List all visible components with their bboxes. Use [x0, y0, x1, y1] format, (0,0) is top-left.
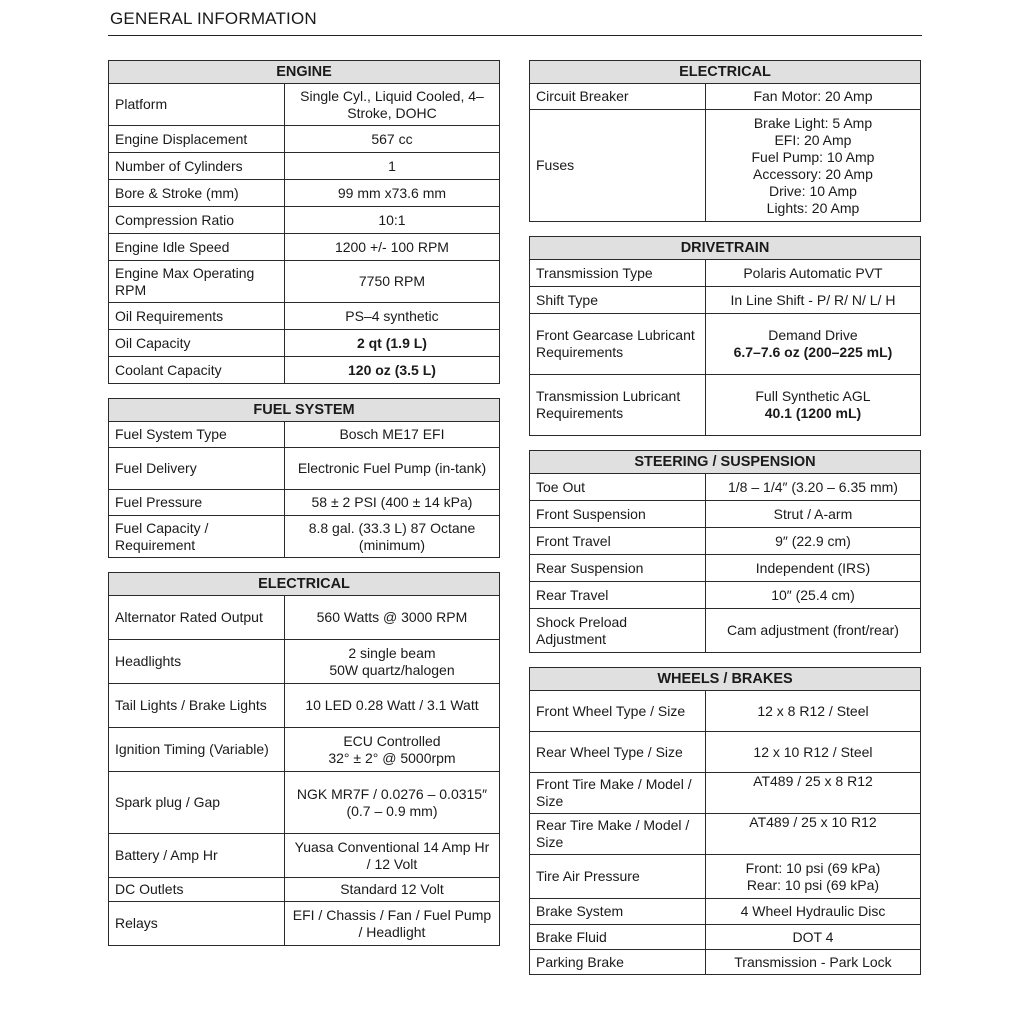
table-row [109, 684, 500, 728]
table-row [109, 640, 500, 684]
spec-label: Engine Displacement [109, 126, 285, 153]
table-row [109, 234, 500, 261]
table-row [530, 814, 921, 855]
spec-value: Bosch ME17 EFI [284, 422, 499, 448]
spec-value: 1 [284, 153, 499, 180]
table-row [530, 555, 921, 582]
table-row [530, 925, 921, 950]
table-row [530, 84, 921, 110]
section-header: ENGINE [109, 61, 500, 84]
table-row [530, 528, 921, 555]
spec-value [705, 375, 920, 436]
table-row [109, 728, 500, 772]
section-header: ELECTRICAL [109, 573, 500, 596]
spec-label: Tail Lights / Brake Lights [109, 684, 285, 728]
spec-label: Number of Cylinders [109, 153, 285, 180]
section-header: STEERING / SUSPENSION [530, 451, 921, 474]
spec-label: Rear Wheel Type / Size [530, 732, 706, 773]
section-header: FUEL SYSTEM [109, 399, 500, 422]
spec-value-line: Lights: 20 Amp [766, 199, 860, 216]
table-row [530, 773, 921, 814]
spec-label: Rear Suspension [530, 555, 706, 582]
spec-value: Independent (IRS) [705, 555, 920, 582]
spec-value-line: Demand Drive [768, 327, 858, 343]
spec-value: Polaris Automatic PVT [705, 260, 920, 287]
table-row [109, 448, 500, 490]
table-row [109, 422, 500, 448]
spec-table-steering-suspension [529, 450, 921, 653]
spec-value: Strut / A-arm [705, 501, 920, 528]
title-divider [108, 35, 922, 36]
spec-label: Brake Fluid [530, 925, 706, 950]
spec-label: Fuel System Type [109, 422, 285, 448]
table-row [530, 855, 921, 899]
spec-value: 10″ (25.4 cm) [705, 582, 920, 609]
spec-value: 12 x 8 R12 / Steel [705, 691, 920, 732]
table-row [109, 357, 500, 384]
spec-value [284, 772, 499, 834]
spec-value: 560 Watts @ 3000 RPM [284, 596, 499, 640]
spec-value: 2 qt (1.9 L) [284, 330, 499, 357]
spec-value: Standard 12 Volt [284, 878, 499, 902]
spec-label: Fuel Delivery [109, 448, 285, 490]
spec-value: EFI / Chassis / Fan / Fuel Pump / Headlight [284, 902, 499, 946]
spec-value [284, 640, 499, 684]
spec-value-line: 50W quartz/halogen [329, 661, 455, 678]
spec-value: Cam adjustment (front/rear) [705, 609, 920, 653]
table-row [530, 899, 921, 925]
spec-value-line: Drive: 10 Amp [769, 182, 857, 199]
table-row [530, 691, 921, 732]
spec-value: AT489 / 25 x 8 R12 [705, 773, 920, 814]
spec-value: 8.8 gal. (33.3 L) 87 Octane (minimum) [284, 516, 499, 558]
spec-value: 58 ± 2 PSI (400 ± 14 kPa) [284, 490, 499, 516]
spec-label: Tire Air Pressure [530, 855, 706, 899]
spec-label: Alternator Rated Output [109, 596, 285, 640]
spec-value: 9″ (22.9 cm) [705, 528, 920, 555]
spec-label: Fuel Pressure [109, 490, 285, 516]
table-row [530, 501, 921, 528]
section-header: WHEELS / BRAKES [530, 668, 921, 691]
spec-table-wheels-brakes [529, 667, 921, 975]
table-row [109, 126, 500, 153]
spec-label: Relays [109, 902, 285, 946]
section-header: ELECTRICAL [530, 61, 921, 84]
spec-value-line: Accessory: 20 Amp [753, 165, 873, 182]
section-header: DRIVETRAIN [530, 237, 921, 260]
spec-value: 1200 +/- 100 RPM [284, 234, 499, 261]
table-row [109, 596, 500, 640]
spec-label: Shock Preload Adjustment [530, 609, 706, 653]
spec-value-line: (0.7 – 0.9 mm) [346, 802, 438, 819]
spec-label: Shift Type [530, 287, 706, 314]
table-row [530, 474, 921, 501]
spec-value: Electronic Fuel Pump (in-tank) [284, 448, 499, 490]
table-row [109, 180, 500, 207]
spec-value-line: 32° ± 2° @ 5000rpm [328, 749, 456, 766]
spec-value-line: ECU Controlled [343, 732, 441, 749]
spec-label: Front Travel [530, 528, 706, 555]
table-row [109, 772, 500, 834]
spec-table-drivetrain [529, 236, 921, 436]
spec-label: Rear Tire Make / Model / Size [530, 814, 706, 855]
spec-value: PS–4 synthetic [284, 303, 499, 330]
spec-value-line: Front: 10 psi (69 kPa) [745, 859, 881, 876]
table-row [109, 878, 500, 902]
table-row [109, 207, 500, 234]
spec-value-line: EFI: 20 Amp [774, 131, 852, 148]
spec-label: Spark plug / Gap [109, 772, 285, 834]
spec-table-fuel-system [108, 398, 500, 558]
table-row [530, 287, 921, 314]
spec-label: Front Gearcase Lubricant Requirements [530, 314, 706, 375]
table-row [109, 153, 500, 180]
spec-label: Front Wheel Type / Size [530, 691, 706, 732]
spec-value: Yuasa Conventional 14 Amp Hr / 12 Volt [284, 834, 499, 878]
table-row [530, 260, 921, 287]
spec-label: Circuit Breaker [530, 84, 706, 110]
spec-label: Compression Ratio [109, 207, 285, 234]
spec-label: Rear Travel [530, 582, 706, 609]
spec-value: 567 cc [284, 126, 499, 153]
spec-label: Oil Requirements [109, 303, 285, 330]
spec-value-line: Brake Light: 5 Amp [753, 114, 873, 131]
spec-value: 7750 RPM [284, 261, 499, 303]
spec-label: Battery / Amp Hr [109, 834, 285, 878]
table-row [109, 834, 500, 878]
spec-label: Oil Capacity [109, 330, 285, 357]
table-row [530, 582, 921, 609]
spec-label: Parking Brake [530, 950, 706, 975]
spec-label: Fuses [530, 110, 706, 222]
table-row [109, 902, 500, 946]
page-title: GENERAL INFORMATION [110, 9, 317, 28]
spec-table-electrical [108, 572, 500, 946]
spec-label: DC Outlets [109, 878, 285, 902]
spec-label: Engine Max Operating RPM [109, 261, 285, 303]
spec-value: 120 oz (3.5 L) [284, 357, 499, 384]
spec-table-engine [108, 60, 500, 384]
spec-label: Front Suspension [530, 501, 706, 528]
spec-value: In Line Shift - P/ R/ N/ L/ H [705, 287, 920, 314]
spec-value [705, 110, 920, 222]
left-column [108, 60, 500, 946]
spec-label: Headlights [109, 640, 285, 684]
spec-label: Ignition Timing (Variable) [109, 728, 285, 772]
table-row [109, 516, 500, 558]
spec-value-line: 40.1 (1200 mL) [764, 405, 862, 421]
table-row [530, 375, 921, 436]
spec-value-line: Full Synthetic AGL [755, 388, 871, 404]
table-row [109, 490, 500, 516]
table-row [109, 330, 500, 357]
spec-value: Single Cyl., Liquid Cooled, 4–Stroke, DOHC [284, 84, 499, 126]
spec-value: Fan Motor: 20 Amp [705, 84, 920, 110]
spec-label: Engine Idle Speed [109, 234, 285, 261]
table-row [109, 303, 500, 330]
spec-value: 1/8 – 1/4″ (3.20 – 6.35 mm) [705, 474, 920, 501]
spec-value: 10 LED 0.28 Watt / 3.1 Watt [284, 684, 499, 728]
spec-value-line: 2 single beam [348, 644, 436, 661]
spec-value [284, 728, 499, 772]
spec-value: DOT 4 [705, 925, 920, 950]
spec-value: 4 Wheel Hydraulic Disc [705, 899, 920, 925]
spec-label: Platform [109, 84, 285, 126]
table-row [530, 314, 921, 375]
table-row [530, 732, 921, 773]
spec-label: Transmission Lubricant Requirements [530, 375, 706, 436]
spec-label: Front Tire Make / Model / Size [530, 773, 706, 814]
spec-value-line: Fuel Pump: 10 Amp [751, 148, 875, 165]
spec-label: Bore & Stroke (mm) [109, 180, 285, 207]
spec-label: Transmission Type [530, 260, 706, 287]
spec-label: Coolant Capacity [109, 357, 285, 384]
spec-value-line: 6.7–7.6 oz (200–225 mL) [733, 344, 893, 360]
spec-table-electrical [529, 60, 921, 222]
spec-value: 10:1 [284, 207, 499, 234]
spec-value: 12 x 10 R12 / Steel [705, 732, 920, 773]
spec-value: Transmission - Park Lock [705, 950, 920, 975]
spec-value-line: NGK MR7F / 0.0276 – 0.0315″ [296, 785, 488, 802]
right-column [529, 60, 921, 975]
spec-value: 99 mm x73.6 mm [284, 180, 499, 207]
table-row [530, 609, 921, 653]
table-row [530, 950, 921, 975]
spec-label: Fuel Capacity / Requirement [109, 516, 285, 558]
spec-value [705, 855, 920, 899]
spec-label: Brake System [530, 899, 706, 925]
spec-label: Toe Out [530, 474, 706, 501]
table-row [530, 110, 921, 222]
table-row [109, 261, 500, 303]
spec-value: AT489 / 25 x 10 R12 [705, 814, 920, 855]
spec-value-line: Rear: 10 psi (69 kPa) [746, 876, 880, 893]
table-row [109, 84, 500, 126]
spec-value [705, 314, 920, 375]
